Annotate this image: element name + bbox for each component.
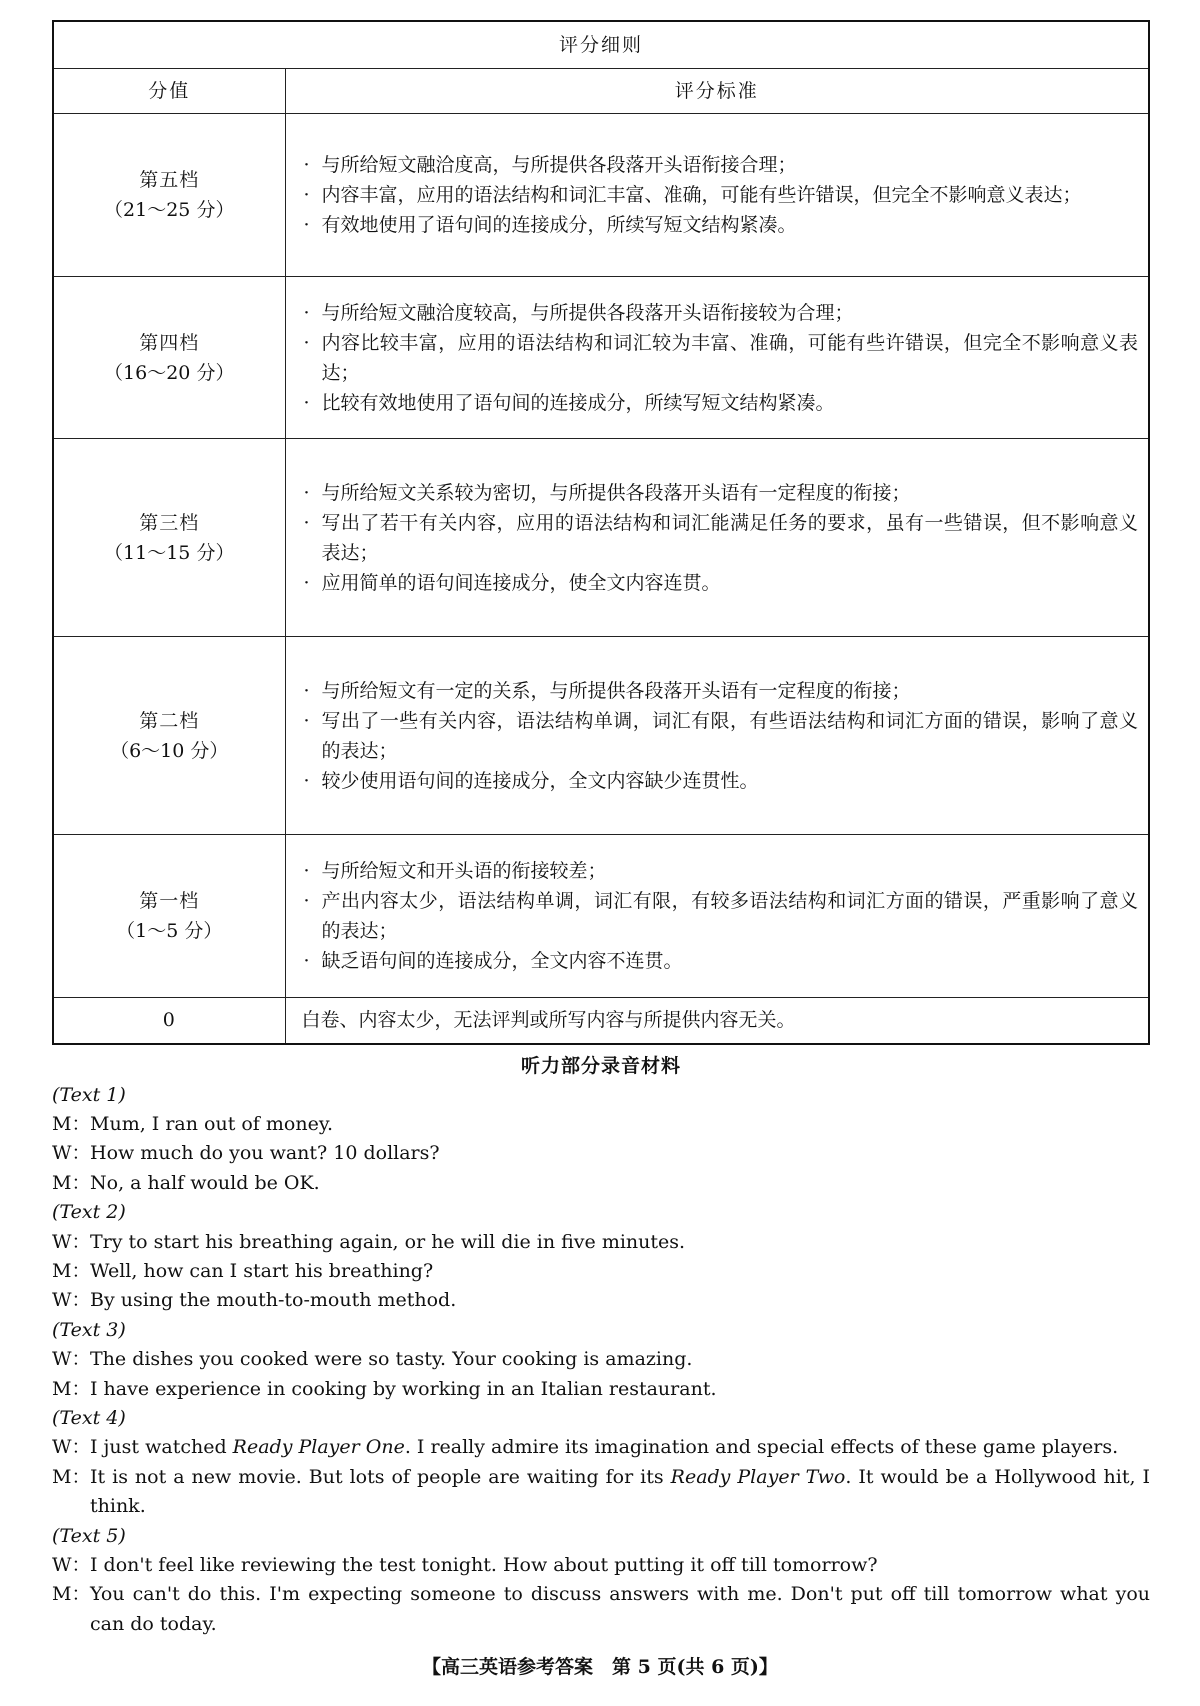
score-level-cell [53,637,285,835]
level-name: 第二档 [139,709,200,732]
criteria-item: · 与所给短文关系较为密切，与所提供各段落开头语有一定程度的衔接； [302,478,1139,508]
bullet-dot: · [303,214,310,236]
text-label: (Text 4) [52,1406,126,1429]
speaker: W： [52,1142,91,1165]
level-name: 0 [162,1009,176,1032]
bullet-dot: · [303,769,310,792]
criteria-item: · 产出内容太少，语法结构单调，词汇有限，有较多语法结构和词汇方面的错误，严重影响了意义的表达； [302,886,1139,946]
level-name: 第五档 [139,169,200,191]
level-points: （6～10 分） [110,739,229,762]
score-level-cell [53,277,285,439]
table-row [53,277,1149,439]
page-footer: 【高三英语参考答案 第 5 页(共 6 页)】 [422,1656,778,1678]
level-name: 第一档 [139,890,200,912]
header-score: 分值 [53,69,285,114]
bullet-dot: · [303,950,310,972]
criteria-item: · 与所给短文和开头语的衔接较差； [302,856,1139,886]
dialogue-line: W： Try to start his breathing again, or he will die in five minutes. [52,1228,1150,1257]
table-row [53,835,1149,998]
table-row [53,637,1149,835]
level-points: （16～20 分） [104,361,235,384]
speaker: W： [52,1289,91,1312]
bullet-dot: · [303,860,310,882]
criteria-cell [285,637,1149,835]
answer-page [52,20,1150,1639]
criteria-item: · 与所给短文有一定的关系，与所提供各段落开头语有一定程度的衔接； [302,676,1139,706]
score-level-cell [53,114,285,277]
score-level-cell [53,439,285,637]
criteria-item: · 写出了若干有关内容，应用的语法结构和词汇能满足任务的要求，虽有一些错误，但不影响意义表达； [302,508,1139,568]
dialogue-line: M： It is not a new movie. But lots of people are waiting for its Ready Player Two. It would be a Hollywood hit, I think. [52,1463,1150,1522]
bullet-dot: · [303,391,310,414]
speaker: M： [52,1377,91,1400]
bullet-dot: · [303,511,310,534]
level-points: （11～15 分） [104,541,235,564]
table-row [53,114,1149,277]
criteria-item: · 比较有效地使用了语句间的连接成分，所续写短文结构紧凑。 [302,388,1139,418]
table-row [53,998,1149,1044]
bullet-dot: · [303,481,310,504]
dialogue-line: M： I have experience in cooking by working in an Italian restaurant. [52,1375,1150,1404]
score-level-cell [53,835,285,998]
dialogue-line: W： How much do you want? 10 dollars? [52,1139,1150,1168]
dialogue-line: M： No, a half would be OK. [52,1169,1150,1198]
text-label: (Text 5) [52,1524,126,1547]
criteria-cell: 白卷、内容太少，无法评判或所写内容与所提供内容无关。 [285,998,1149,1044]
speaker: W： [52,1230,91,1253]
dialogue-line: W： I don't feel like reviewing the test tonight. How about putting it off till tomorrow? [52,1551,1150,1580]
criteria-item: · 内容比较丰富，应用的语法结构和词汇较为丰富、准确，可能有些许错误，但完全不影响意义表达； [302,328,1139,388]
criteria-cell [285,835,1149,998]
speaker: W： [52,1436,91,1459]
dialogue-line: W： I just watched Ready Player One. I really admire its imagination and special effects of these game players. [52,1433,1150,1462]
criteria-item: · 与所给短文融洽度较高，与所提供各段落开头语衔接较为合理； [302,298,1139,328]
movie-title: Ready Player One [232,1436,405,1459]
criteria-item: · 与所给短文融洽度高，与所提供各段落开头语衔接合理； [302,150,1139,180]
table-title: 评分细则 [53,21,1149,69]
speaker: M： [52,1171,91,1194]
text-label: (Text 3) [52,1318,126,1341]
speaker: M： [52,1259,91,1282]
speaker: M： [52,1465,91,1488]
criteria-item: · 写出了一些有关内容，语法结构单调，词汇有限，有些语法结构和词汇方面的错误，影响了意义的表达； [302,706,1139,766]
score-level-cell [53,998,285,1044]
bullet-dot: · [303,154,310,176]
table-row [53,439,1149,637]
text-label: (Text 1) [52,1083,126,1106]
criteria-cell [285,114,1149,277]
movie-title: Ready Player Two [670,1465,846,1488]
level-name: 第三档 [139,511,200,534]
listening-title: 听力部分录音材料 [520,1054,681,1077]
criteria-item: · 应用简单的语句间连接成分，使全文内容连贯。 [302,568,1139,598]
speaker: W： [52,1348,91,1371]
dialogue-line: W： By using the mouth-to-mouth method. [52,1286,1150,1315]
level-points: （1～5 分） [116,920,223,942]
dialogue-line: M： You can't do this. I'm expecting someone to discuss answers with me. Don't put off till tomorrow what you can do today. [52,1580,1150,1639]
criteria-item: · 缺乏语句间的连接成分，全文内容不连贯。 [302,946,1139,976]
dialogue-line: M： Well, how can I start his breathing? [52,1257,1150,1286]
bullet-dot: · [303,331,310,354]
bullet-dot: · [303,301,310,324]
bullet-dot: · [303,679,310,702]
speaker: M： [52,1583,91,1606]
criteria-item: · 有效地使用了语句间的连接成分，所续写短文结构紧凑。 [302,210,1139,240]
listening-transcript [52,1081,1150,1640]
dialogue-line: W： The dishes you cooked were so tasty. Your cooking is amazing. [52,1345,1150,1374]
scoring-rubric-table [52,20,1150,1045]
level-name: 第四档 [139,331,200,354]
criteria-item: · 较少使用语句间的连接成分，全文内容缺少连贯性。 [302,766,1139,796]
bullet-dot: · [303,890,310,912]
criteria-cell [285,277,1149,439]
bullet-dot: · [303,571,310,594]
criteria-item: · 内容丰富，应用的语法结构和词汇丰富、准确，可能有些许错误，但完全不影响意义表达； [302,180,1139,210]
criteria-cell [285,439,1149,637]
text-label: (Text 2) [52,1201,126,1224]
bullet-dot: · [303,709,310,732]
dialogue-line: M： Mum, I ran out of money. [52,1110,1150,1139]
speaker: M： [52,1112,91,1135]
header-criteria: 评分标准 [285,69,1149,114]
bullet-dot: · [303,184,310,206]
level-points: （21～25 分） [104,199,235,221]
speaker: W： [52,1554,91,1576]
